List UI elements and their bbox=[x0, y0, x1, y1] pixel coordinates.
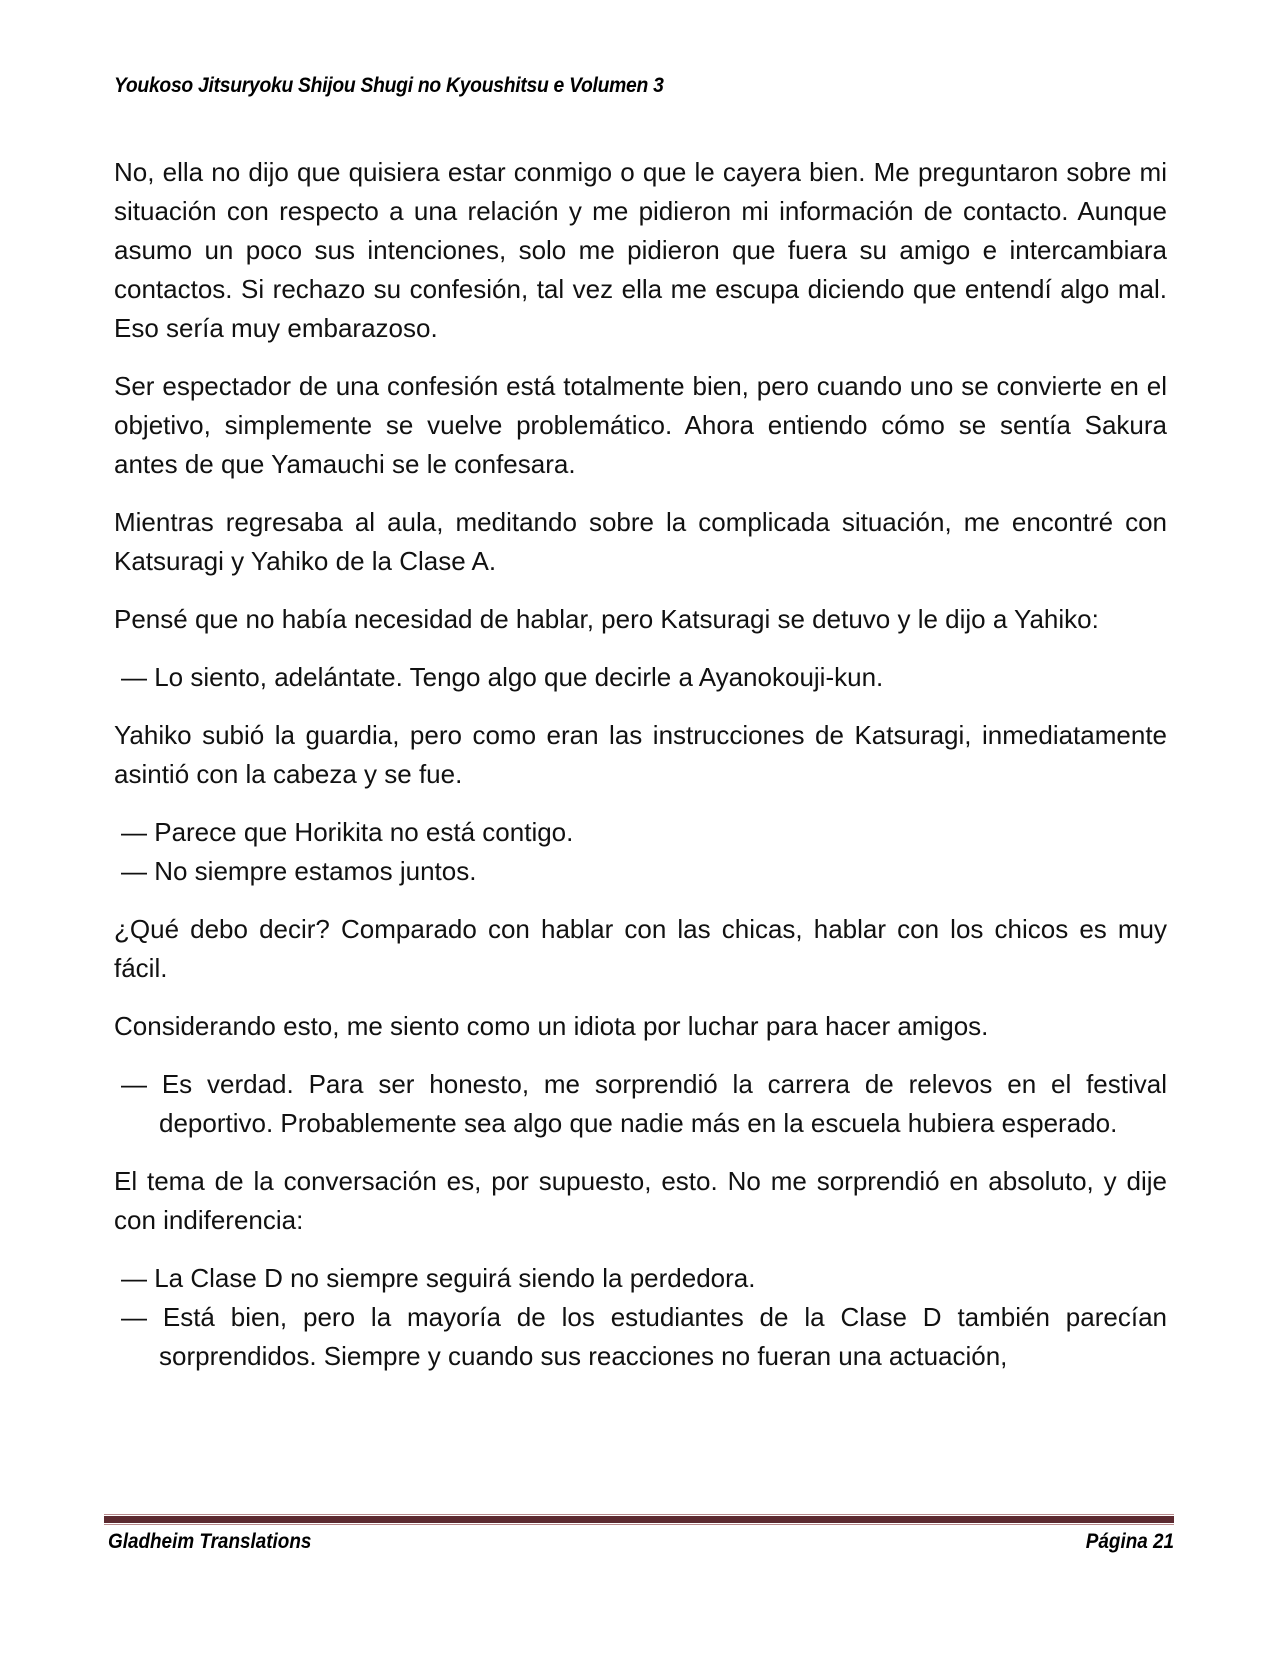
paragraph: Yahiko subió la guardia, pero como eran las instrucciones de Katsuragi, inmediatamente asintió con la cabeza y se fue. bbox=[114, 720, 1167, 789]
footer-divider bbox=[104, 1514, 1174, 1525]
paragraph: Ser espectador de una confesión está totalmente bien, pero cuando uno se convierte en el objetivo, simplemente se vuelve problemático. Ahora entiendo cómo se sentía Sakura antes de que Yamauchi se le confesara. bbox=[114, 371, 1167, 479]
dialogue-line: — Está bien, pero la mayoría de los estudiantes de la Clase D también parecían sorprendidos. Siempre y cuando sus reacciones no fueran una actuación, bbox=[121, 1302, 1167, 1371]
dialogue-line: — Es verdad. Para ser honesto, me sorprendió la carrera de relevos en el festival deportivo. Probablemente sea algo que nadie más en la escuela hubiera esperado. bbox=[121, 1069, 1167, 1138]
paragraph: No, ella no dijo que quisiera estar conmigo o que le cayera bien. Me preguntaron sobre mi situación con respecto a una relación y me pidieron mi información de contacto. Aunque asumo un poco sus intenciones, solo me pidieron que fuera su amigo e intercambiara contactos. Si rechazo su confesión, tal vez ella me escupa diciendo que entendí algo mal. Eso sería muy embarazoso. bbox=[114, 157, 1167, 343]
paragraph: El tema de la conversación es, por supuesto, esto. No me sorprendió en absoluto, y dije con indiferencia: bbox=[114, 1166, 1167, 1235]
paragraph: Considerando esto, me siento como un idiota por luchar para hacer amigos. bbox=[114, 1011, 989, 1041]
dialogue-line: — La Clase D no siempre seguirá siendo la perdedora. bbox=[121, 1263, 756, 1293]
paragraph: Mientras regresaba al aula, meditando sobre la complicada situación, me encontré con Katsuragi y Yahiko de la Clase A. bbox=[114, 507, 1167, 576]
page-number: Página 21 bbox=[1085, 1530, 1174, 1553]
dialogue-line: — Lo siento, adelántate. Tengo algo que decirle a Ayanokouji-kun. bbox=[121, 662, 884, 692]
paragraph: ¿Qué debo decir? Comparado con hablar con las chicas, hablar con los chicos es muy fácil. bbox=[114, 914, 1167, 983]
paragraph: Pensé que no había necesidad de hablar, pero Katsuragi se detuvo y le dijo a Yahiko: bbox=[114, 604, 1099, 634]
page-body bbox=[114, 153, 1167, 1376]
footer-translator: Gladheim Translations bbox=[108, 1530, 312, 1553]
dialogue-line: — Parece que Horikita no está contigo. bbox=[121, 817, 574, 847]
dialogue-line: — No siempre estamos juntos. bbox=[121, 856, 477, 886]
running-header: Youkoso Jitsuryoku Shijou Shugi no Kyoushitsu e Volumen 3 bbox=[114, 74, 664, 97]
